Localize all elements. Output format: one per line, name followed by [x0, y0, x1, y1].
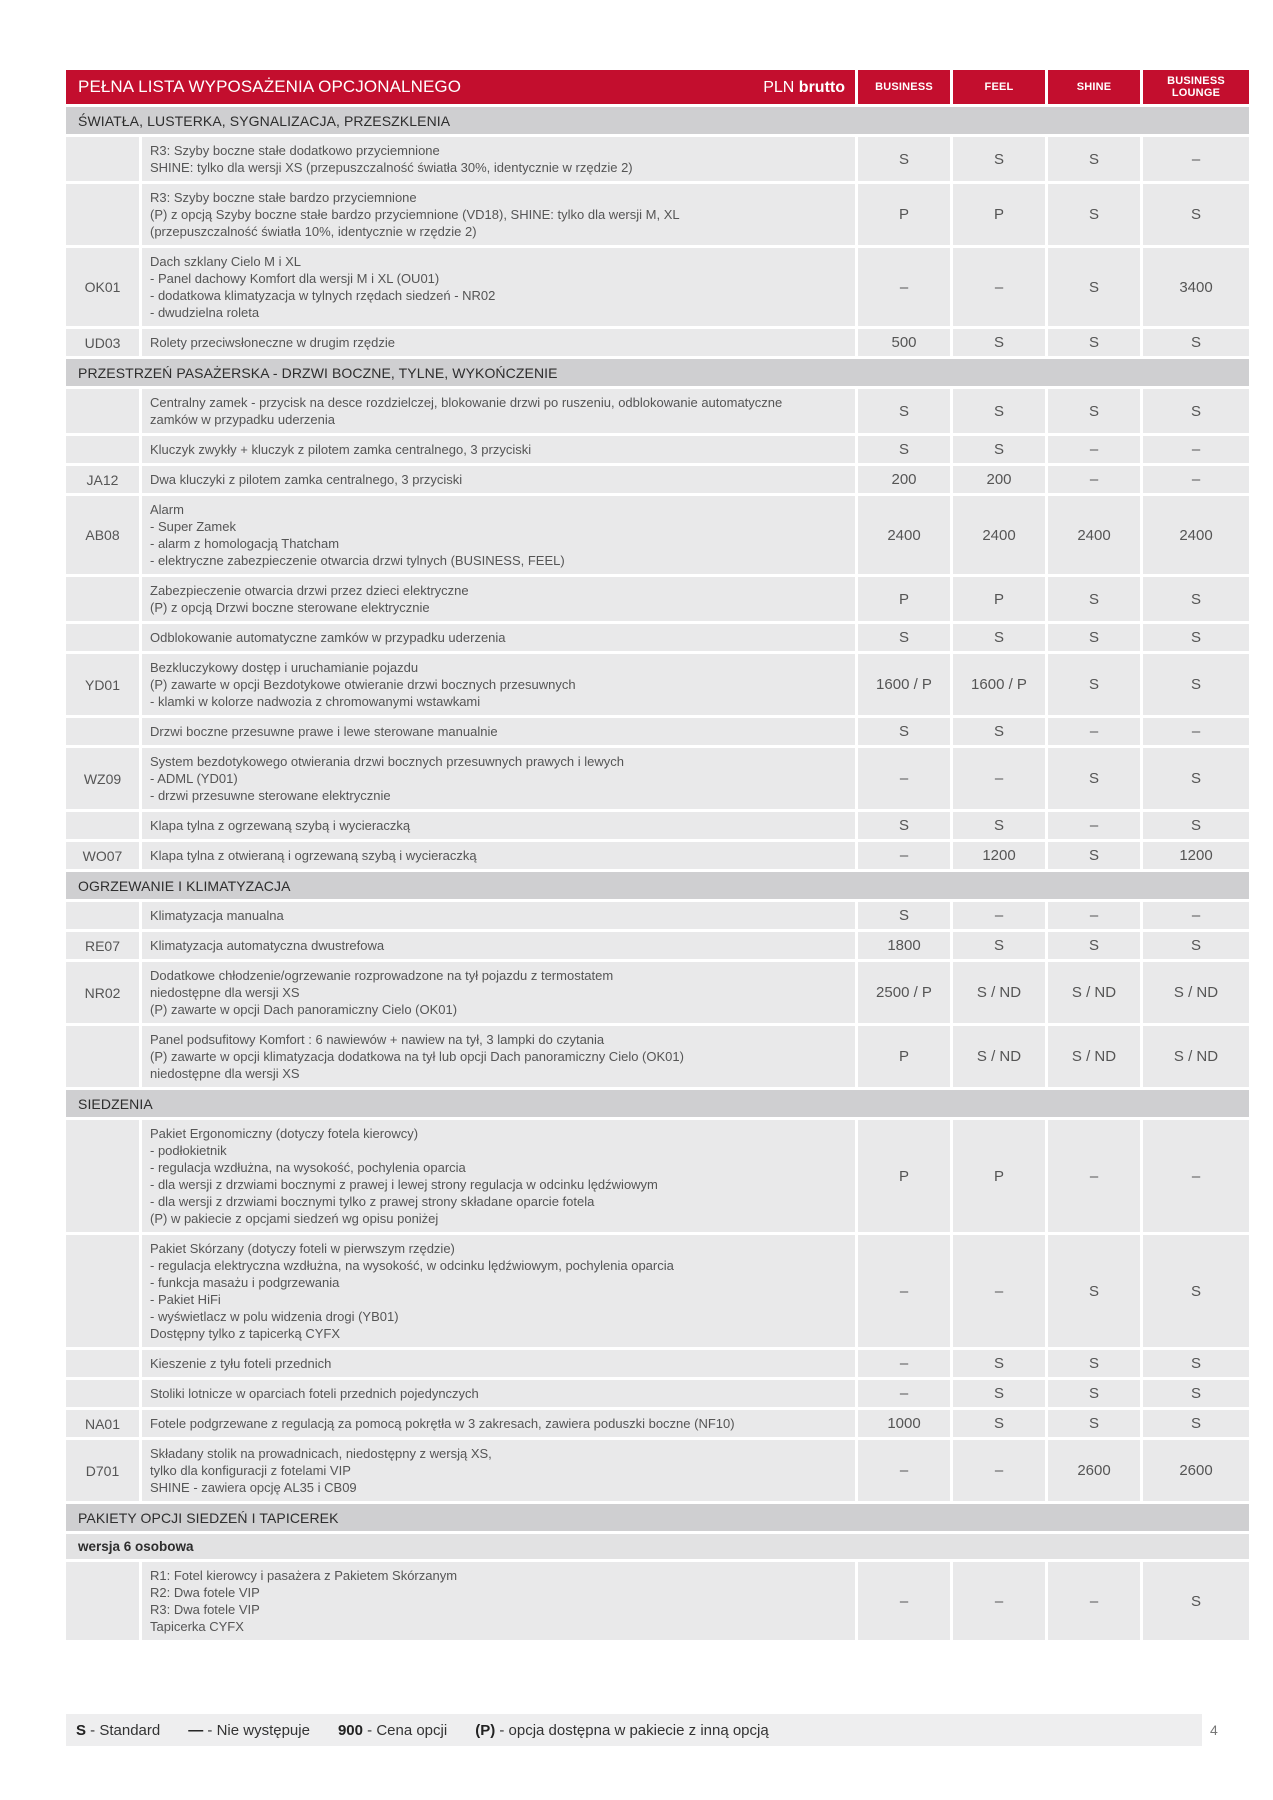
value-business: 2400	[858, 496, 953, 577]
value-business-lounge: 1200	[1143, 842, 1249, 872]
table-row	[66, 718, 1249, 748]
legend-item-option-price: 900 - Cena opcji	[337, 1721, 448, 1739]
value-feel: S	[953, 1350, 1048, 1380]
value-business: 500	[858, 329, 953, 359]
value-feel: P	[953, 184, 1048, 248]
table-row	[66, 389, 1249, 436]
table-title-cell	[66, 70, 858, 107]
description-line: zamków w przypadku uderzenia	[150, 412, 335, 427]
value-shine: S	[1048, 1235, 1143, 1350]
value-business-lounge: S / ND	[1143, 962, 1249, 1026]
table-row	[66, 654, 1249, 718]
value-business-lounge: 2600	[1143, 1440, 1249, 1504]
table-row	[66, 1350, 1249, 1380]
description-line: - dwudzielna roleta	[150, 305, 260, 320]
option-description	[142, 902, 858, 932]
options-table	[66, 70, 1249, 1643]
variant-header-business: BUSINESS	[858, 70, 953, 107]
table-row	[66, 624, 1249, 654]
value-business: –	[858, 1380, 953, 1410]
value-feel: S	[953, 436, 1048, 466]
value-feel: S	[953, 624, 1048, 654]
table-row	[66, 184, 1249, 248]
value-shine: S	[1048, 137, 1143, 184]
table-row	[66, 748, 1249, 812]
section-header-row	[66, 872, 1249, 902]
option-description	[142, 248, 858, 329]
option-code: YD01	[66, 654, 142, 718]
value-feel: S	[953, 329, 1048, 359]
description-line: Pakiet Skórzany (dotyczy foteli w pierwszym rzędzie)	[150, 1241, 455, 1256]
table-row	[66, 932, 1249, 962]
option-code: D701	[66, 1440, 142, 1504]
value-business: S	[858, 137, 953, 184]
section-title: PRZESTRZEŃ PASAŻERSKA - DRZWI BOCZNE, TYLNE, WYKOŃCZENIE	[66, 359, 1249, 389]
value-shine: –	[1048, 436, 1143, 466]
table-row	[66, 466, 1249, 496]
value-feel: –	[953, 1235, 1048, 1350]
description-line: Pakiet Ergonomiczny (dotyczy fotela kierowcy)	[150, 1126, 419, 1141]
value-shine: S	[1048, 1350, 1143, 1380]
value-business-lounge: –	[1143, 1120, 1249, 1235]
description-line: - klamki w kolorze nadwozia z chromowanymi wstawkami	[150, 694, 481, 709]
description-line: R2: Dwa fotele VIP	[150, 1585, 260, 1600]
value-business: S	[858, 902, 953, 932]
option-code	[66, 184, 142, 248]
option-description	[142, 1380, 858, 1410]
section-title: OGRZEWANIE I KLIMATYZACJA	[66, 872, 1249, 902]
option-code	[66, 577, 142, 624]
description-line: Dach szklany Cielo M i XL	[150, 254, 301, 269]
value-business-lounge: S	[1143, 1562, 1249, 1643]
option-description	[142, 1410, 858, 1440]
section-header-row	[66, 1090, 1249, 1120]
description-line: Alarm	[150, 502, 184, 517]
value-feel: –	[953, 902, 1048, 932]
value-business-lounge: S	[1143, 624, 1249, 654]
option-description	[142, 842, 858, 872]
value-shine: S	[1048, 842, 1143, 872]
description-line: - Pakiet HiFi	[150, 1292, 221, 1307]
value-shine: S	[1048, 248, 1143, 329]
description-line: - Super Zamek	[150, 519, 236, 534]
value-shine: S	[1048, 329, 1143, 359]
section-title: SIEDZENIA	[66, 1090, 1249, 1120]
description-line: Klimatyzacja manualna	[150, 908, 284, 923]
table-row	[66, 248, 1249, 329]
table-row	[66, 842, 1249, 872]
description-line: - funkcja masażu i podgrzewania	[150, 1275, 340, 1290]
option-code	[66, 812, 142, 842]
option-description	[142, 184, 858, 248]
value-feel: S	[953, 718, 1048, 748]
option-code	[66, 1562, 142, 1643]
option-code: WO07	[66, 842, 142, 872]
value-business: –	[858, 1440, 953, 1504]
option-description	[142, 718, 858, 748]
value-shine: S	[1048, 624, 1143, 654]
section-title: ŚWIATŁA, LUSTERKA, SYGNALIZACJA, PRZESZKLENIA	[66, 107, 1249, 137]
description-line: - alarm z homologacją Thatcham	[150, 536, 340, 551]
page-number: 4	[1210, 1722, 1218, 1738]
description-line: R3: Szyby boczne stałe dodatkowo przyciemnione	[150, 143, 440, 158]
value-feel: P	[953, 577, 1048, 624]
legend	[66, 1714, 1202, 1746]
description-line: Kluczyk zwykły + kluczyk z pilotem zamka centralnego, 3 przyciski	[150, 442, 532, 457]
description-line: Klapa tylna z otwieraną i ogrzewaną szybą i wycieraczką	[150, 848, 477, 863]
table-row	[66, 1562, 1249, 1643]
value-business: P	[858, 184, 953, 248]
value-business: 2500 / P	[858, 962, 953, 1026]
option-code: OK01	[66, 248, 142, 329]
option-code: JA12	[66, 466, 142, 496]
description-line: - dla wersji z drzwiami bocznymi tylko z prawej strony składane oparcie fotela	[150, 1194, 595, 1209]
value-shine: 2600	[1048, 1440, 1143, 1504]
value-business-lounge: S	[1143, 1235, 1249, 1350]
value-shine: –	[1048, 718, 1143, 748]
option-description	[142, 137, 858, 184]
description-line: - ADML (YD01)	[150, 771, 238, 786]
value-shine: S	[1048, 932, 1143, 962]
option-description	[142, 1440, 858, 1504]
description-line: - dla wersji z drzwiami bocznymi z prawej i lewej strony regulacja w odcinku lędźwiowym	[150, 1177, 658, 1192]
option-description	[142, 1235, 858, 1350]
option-description	[142, 654, 858, 718]
value-shine: S	[1048, 577, 1143, 624]
value-business-lounge: S	[1143, 812, 1249, 842]
option-code	[66, 624, 142, 654]
value-business: S	[858, 718, 953, 748]
value-business: 200	[858, 466, 953, 496]
table-row	[66, 1440, 1249, 1504]
value-shine: 2400	[1048, 496, 1143, 577]
description-line: - dodatkowa klimatyzacja w tylnych rzędach siedzeń - NR02	[150, 288, 496, 303]
price-unit-suffix: brutto	[798, 79, 845, 96]
description-line: (P) zawarte w opcji klimatyzacja dodatkowa na tył lub opcji Dach panoramiczny Cielo (OK01)	[150, 1049, 684, 1064]
option-description	[142, 1026, 858, 1090]
value-feel: S	[953, 137, 1048, 184]
description-line: Fotele podgrzewane z regulacją za pomocą pokrętła w 3 zakresach, zawiera poduszki boczne (NF10)	[150, 1416, 735, 1431]
value-business-lounge: –	[1143, 436, 1249, 466]
table-row	[66, 1380, 1249, 1410]
description-line: Dostępny tylko z tapicerką CYFX	[150, 1326, 341, 1341]
option-code	[66, 1380, 142, 1410]
value-shine: S / ND	[1048, 962, 1143, 1026]
value-shine: S	[1048, 654, 1143, 718]
table-row	[66, 496, 1249, 577]
description-line: Drzwi boczne przesuwne prawe i lewe sterowane manualnie	[150, 724, 498, 739]
description-line: R1: Fotel kierowcy i pasażera z Pakietem Skórzanym	[150, 1568, 458, 1583]
table-row	[66, 902, 1249, 932]
option-description	[142, 812, 858, 842]
value-shine: –	[1048, 902, 1143, 932]
option-description	[142, 748, 858, 812]
value-shine: S	[1048, 389, 1143, 436]
legend-item-standard: S - Standard	[76, 1721, 161, 1739]
value-business: –	[858, 248, 953, 329]
value-business: P	[858, 577, 953, 624]
value-business-lounge: S	[1143, 329, 1249, 359]
value-business-lounge: S	[1143, 654, 1249, 718]
value-business: S	[858, 624, 953, 654]
value-business: 1800	[858, 932, 953, 962]
table-row	[66, 329, 1249, 359]
description-line: Tapicerka CYFX	[150, 1619, 244, 1634]
value-shine: –	[1048, 466, 1143, 496]
value-business: 1600 / P	[858, 654, 953, 718]
description-line: - Panel dachowy Komfort dla wersji M i XL (OU01)	[150, 271, 440, 286]
description-line: Kieszenie z tyłu foteli przednich	[150, 1356, 332, 1371]
option-description	[142, 577, 858, 624]
option-code: UD03	[66, 329, 142, 359]
value-business: –	[858, 748, 953, 812]
option-description	[142, 1562, 858, 1643]
value-business-lounge: S	[1143, 577, 1249, 624]
variant-header-shine: SHINE	[1048, 70, 1143, 107]
table-row	[66, 812, 1249, 842]
value-shine: –	[1048, 812, 1143, 842]
table-body	[66, 107, 1249, 1643]
subsection-title: wersja 6 osobowa	[66, 1534, 1249, 1562]
subsection-header-row	[66, 1534, 1249, 1562]
description-line: - regulacja wzdłużna, na wysokość, pochylenia oparcia	[150, 1160, 466, 1175]
price-unit	[763, 79, 845, 97]
option-code: AB08	[66, 496, 142, 577]
value-business: –	[858, 1350, 953, 1380]
value-shine: –	[1048, 1562, 1143, 1643]
option-description	[142, 624, 858, 654]
table-row	[66, 577, 1249, 624]
option-description	[142, 436, 858, 466]
value-business-lounge: S	[1143, 1410, 1249, 1440]
value-business: 1000	[858, 1410, 953, 1440]
option-description	[142, 466, 858, 496]
value-feel: S	[953, 1380, 1048, 1410]
description-line: Centralny zamek - przycisk na desce rozdzielczej, blokowanie drzwi po ruszeniu, odblokowanie automatyczne	[150, 395, 783, 410]
description-line: (P) z opcją Szyby boczne stałe bardzo przyciemnione (VD18), SHINE: tylko dla wersji M, XL	[150, 207, 680, 222]
value-business-lounge: S	[1143, 1380, 1249, 1410]
price-unit-prefix: PLN	[763, 79, 795, 96]
variant-header-business-lounge: BUSINESS LOUNGE	[1143, 70, 1249, 107]
option-description	[142, 932, 858, 962]
description-line: niedostępne dla wersji XS	[150, 985, 300, 1000]
value-business: –	[858, 1562, 953, 1643]
description-line: Panel podsufitowy Komfort : 6 nawiewów + nawiew na tył, 3 lampki do czytania	[150, 1032, 605, 1047]
section-header-row	[66, 1504, 1249, 1534]
value-business: P	[858, 1026, 953, 1090]
section-header-row	[66, 359, 1249, 389]
option-code	[66, 1350, 142, 1380]
description-line: Klapa tylna z ogrzewaną szybą i wycieraczką	[150, 818, 411, 833]
value-feel: S	[953, 1410, 1048, 1440]
section-title: PAKIETY OPCJI SIEDZEŃ I TAPICEREK	[66, 1504, 1249, 1534]
value-feel: S / ND	[953, 1026, 1048, 1090]
description-line: Dodatkowe chłodzenie/ogrzewanie rozprowadzone na tył pojazdu z termostatem	[150, 968, 614, 983]
table-row	[66, 1026, 1249, 1090]
option-code: WZ09	[66, 748, 142, 812]
value-business-lounge: –	[1143, 137, 1249, 184]
option-description	[142, 496, 858, 577]
value-business-lounge: S / ND	[1143, 1026, 1249, 1090]
page-title: PEŁNA LISTA WYPOSAŻENIA OPCJONALNEGO	[78, 77, 462, 96]
option-code	[66, 1235, 142, 1350]
value-business-lounge: 2400	[1143, 496, 1249, 577]
value-business-lounge: –	[1143, 902, 1249, 932]
option-code: NR02	[66, 962, 142, 1026]
value-business-lounge: S	[1143, 932, 1249, 962]
value-feel: S	[953, 389, 1048, 436]
description-line: niedostępne dla wersji XS	[150, 1066, 300, 1081]
value-feel: –	[953, 748, 1048, 812]
description-line: - wyświetlacz w polu widzenia drogi (YB01)	[150, 1309, 399, 1324]
value-feel: S	[953, 932, 1048, 962]
value-business-lounge: S	[1143, 389, 1249, 436]
description-line: R3: Dwa fotele VIP	[150, 1602, 260, 1617]
value-business: –	[858, 1235, 953, 1350]
option-code	[66, 389, 142, 436]
option-code	[66, 718, 142, 748]
table-row	[66, 436, 1249, 466]
description-line: - podłokietnik	[150, 1143, 227, 1158]
option-code: RE07	[66, 932, 142, 962]
description-line: SHINE - zawiera opcję AL35 i CB09	[150, 1480, 357, 1495]
description-line: Odblokowanie automatyczne zamków w przypadku uderzenia	[150, 630, 506, 645]
value-business: S	[858, 436, 953, 466]
description-line: Rolety przeciwsłoneczne w drugim rzędzie	[150, 335, 395, 350]
description-line: R3: Szyby boczne stałe bardzo przyciemnione	[150, 190, 417, 205]
value-shine: S	[1048, 184, 1143, 248]
options-table-container	[66, 70, 1225, 1643]
description-line: (P) w pakiecie z opcjami siedzeń wg opisu poniżej	[150, 1211, 439, 1226]
section-header-row	[66, 107, 1249, 137]
value-feel: P	[953, 1120, 1048, 1235]
value-feel: S	[953, 812, 1048, 842]
description-line: - drzwi przesuwne sterowane elektrycznie	[150, 788, 391, 803]
value-business-lounge: 3400	[1143, 248, 1249, 329]
value-feel: –	[953, 248, 1048, 329]
option-description	[142, 329, 858, 359]
value-business-lounge: S	[1143, 1350, 1249, 1380]
value-feel: 1200	[953, 842, 1048, 872]
option-code	[66, 1026, 142, 1090]
description-line: Zabezpieczenie otwarcia drzwi przez dzieci elektryczne	[150, 583, 469, 598]
legend-item-package: (P) - opcja dostępna w pakiecie z inną opcją	[475, 1721, 769, 1739]
description-line: (przepuszczalność światła 10%, identycznie w rzędzie 2)	[150, 224, 477, 239]
legend-item-not-available: — - Nie występuje	[188, 1721, 310, 1739]
table-row	[66, 1235, 1249, 1350]
option-code	[66, 902, 142, 932]
option-description	[142, 389, 858, 436]
value-business-lounge: –	[1143, 466, 1249, 496]
option-code	[66, 436, 142, 466]
option-description	[142, 962, 858, 1026]
value-business: –	[858, 842, 953, 872]
description-line: (P) zawarte w opcji Dach panoramiczny Cielo (OK01)	[150, 1002, 458, 1017]
value-shine: S	[1048, 1380, 1143, 1410]
value-feel: S / ND	[953, 962, 1048, 1026]
option-code: NA01	[66, 1410, 142, 1440]
value-shine: S / ND	[1048, 1026, 1143, 1090]
table-row	[66, 1410, 1249, 1440]
description-line: Stoliki lotnicze w oparciach foteli przednich pojedynczych	[150, 1386, 479, 1401]
value-business: S	[858, 389, 953, 436]
description-line: (P) zawarte w opcji Bezdotykowe otwieranie drzwi bocznych przesuwnych	[150, 677, 576, 692]
value-business: S	[858, 812, 953, 842]
table-row	[66, 1120, 1249, 1235]
table-header-row	[66, 70, 1249, 107]
value-business-lounge: S	[1143, 748, 1249, 812]
description-line: Dwa kluczyki z pilotem zamka centralnego, 3 przyciski	[150, 472, 463, 487]
description-line: tylko dla konfiguracji z fotelami VIP	[150, 1463, 351, 1478]
table-row	[66, 962, 1249, 1026]
variant-header-feel: FEEL	[953, 70, 1048, 107]
option-code	[66, 137, 142, 184]
value-shine: S	[1048, 748, 1143, 812]
description-line: Składany stolik na prowadnicach, niedostępny z wersją XS,	[150, 1446, 492, 1461]
description-line: Bezkluczykowy dostęp i uruchamianie pojazdu	[150, 660, 419, 675]
description-line: - elektryczne zabezpieczenie otwarcia drzwi tylnych (BUSINESS, FEEL)	[150, 553, 565, 568]
value-business: P	[858, 1120, 953, 1235]
value-feel: 1600 / P	[953, 654, 1048, 718]
option-description	[142, 1120, 858, 1235]
value-business-lounge: –	[1143, 718, 1249, 748]
value-feel: 200	[953, 466, 1048, 496]
value-business-lounge: S	[1143, 184, 1249, 248]
description-line: Klimatyzacja automatyczna dwustrefowa	[150, 938, 385, 953]
value-shine: S	[1048, 1410, 1143, 1440]
description-line: System bezdotykowego otwierania drzwi bocznych przesuwnych prawych i lewych	[150, 754, 624, 769]
description-line: - regulacja elektryczna wzdłużna, na wysokość, w odcinku lędźwiowym, pochylenia oparcia	[150, 1258, 674, 1273]
description-line: SHINE: tylko dla wersji XS (przepuszczalność światła 30%, identycznie w rzędzie 2)	[150, 160, 633, 175]
table-row	[66, 137, 1249, 184]
value-shine: –	[1048, 1120, 1143, 1235]
value-feel: –	[953, 1440, 1048, 1504]
value-feel: –	[953, 1562, 1048, 1643]
option-code	[66, 1120, 142, 1235]
description-line: (P) z opcją Drzwi boczne sterowane elektrycznie	[150, 600, 430, 615]
option-description	[142, 1350, 858, 1380]
value-feel: 2400	[953, 496, 1048, 577]
